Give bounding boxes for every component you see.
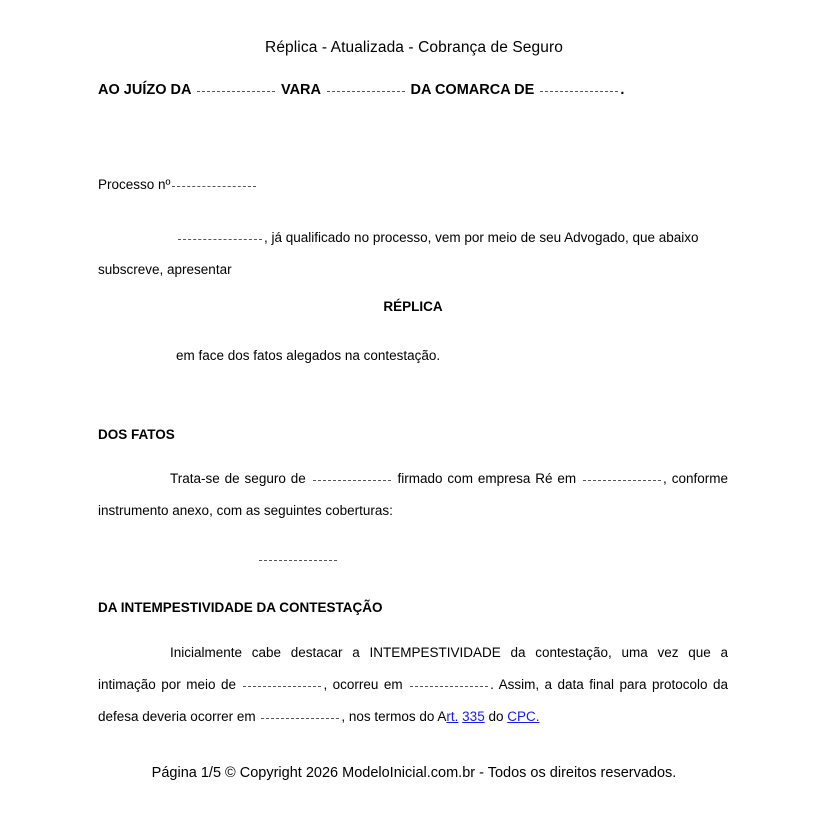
link-cpc[interactable]: CPC. [507, 709, 540, 724]
section-heading-dos-fatos: DOS FATOS [98, 427, 175, 442]
link-art-335[interactable]: 335 [462, 709, 485, 724]
blank-meio-intimacao[interactable] [243, 674, 321, 687]
blank-vara-type[interactable] [327, 79, 405, 92]
blank-vara-number[interactable] [197, 79, 275, 92]
dos-fatos-text-3: , conforme instrumento anexo, com as seguintes coberturas: [98, 471, 728, 518]
court-header-part-3: DA COMARCA DE [410, 82, 535, 98]
court-header-period: . [620, 82, 625, 98]
court-header-part-1: AO JUÍZO DA [98, 82, 191, 98]
replica-subtext-paragraph [98, 340, 728, 372]
court-header-line [98, 80, 738, 100]
processo-label: Processo nº [98, 177, 171, 192]
court-header-part-2: VARA [280, 82, 321, 98]
blank-autor-nome[interactable] [178, 227, 262, 240]
link-art-rt[interactable]: rt. [446, 709, 459, 724]
dos-fatos-text-2: firmado com empresa Ré em [397, 471, 577, 486]
blank-data-intimacao[interactable] [410, 674, 488, 687]
blank-processo-numero[interactable] [172, 174, 256, 187]
intempestividade-text-2: , ocorreu em [323, 677, 403, 692]
blank-tipo-seguro[interactable] [313, 468, 391, 481]
blank-cobertura-item[interactable] [259, 546, 337, 561]
blank-comarca[interactable] [540, 79, 618, 92]
intempestividade-paragraph [98, 637, 728, 733]
replica-heading: RÉPLICA [383, 299, 443, 314]
dos-fatos-text-1: Trata-se de seguro de [170, 471, 306, 486]
blank-data-final-defesa[interactable] [261, 706, 339, 719]
replica-subtext: em face dos fatos alegados na contestação. [176, 348, 441, 363]
blank-data-contrato[interactable] [583, 468, 661, 481]
intempestividade-text-1: Inicialmente cabe destacar a INTEMPESTIVIDADE da contestação, uma vez que a intimação por meio de [98, 645, 728, 692]
intempestividade-text-3: . Assim, a data final para protocolo da defesa deveria ocorrer em [98, 677, 728, 724]
dos-fatos-paragraph [98, 463, 728, 527]
text-do: do [488, 709, 504, 724]
intempestividade-text-4: , nos termos do A [341, 709, 447, 724]
qualificacao-paragraph [98, 222, 728, 286]
page-footer: Página 1/5 © Copyright 2026 ModeloInicial.com.br - Todos os direitos reservados. [151, 765, 677, 781]
qualificacao-text: , já qualificado no processo, vem por meio de seu Advogado, que abaixo subscreve, apresentar [98, 230, 699, 277]
processo-line [98, 175, 258, 195]
section-heading-intempestividade: DA INTEMPESTIVIDADE DA CONTESTAÇÃO [98, 600, 383, 615]
document-title: Réplica - Atualizada - Cobrança de Seguro [265, 39, 563, 56]
